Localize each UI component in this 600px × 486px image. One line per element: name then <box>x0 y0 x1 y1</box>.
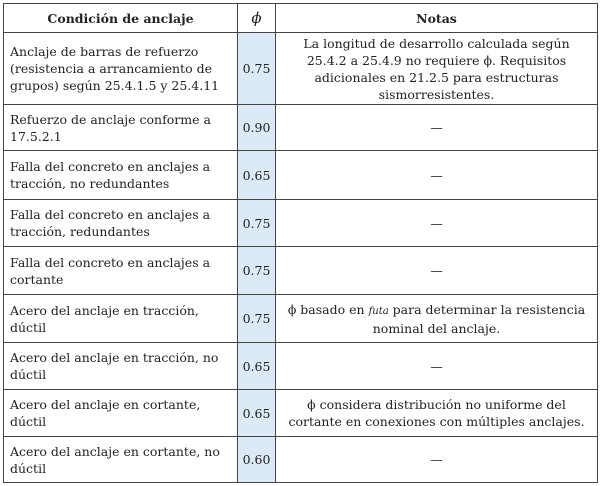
phi-cell: 0.65 <box>238 343 276 390</box>
phi-cell: 0.75 <box>238 295 276 343</box>
header-notes: Notas <box>276 4 598 33</box>
note-cell: ϕ considera distribución no uniforme del cortante en conexiones con múltiples anclajes. <box>276 390 598 437</box>
table-header-row <box>4 4 598 33</box>
condition-cell: Falla del concreto en anclajes a tracción, redundantes <box>4 200 238 247</box>
phi-cell: 0.60 <box>238 437 276 483</box>
anchorage-factors-table <box>3 3 598 483</box>
table-row <box>4 343 598 390</box>
phi-cell: 0.75 <box>238 247 276 295</box>
condition-cell: Acero del anclaje en tracción, dúctil <box>4 295 238 343</box>
phi-cell: 0.90 <box>238 105 276 151</box>
table-row <box>4 247 598 295</box>
condition-cell: Acero del anclaje en cortante, no dúctil <box>4 437 238 483</box>
table-row <box>4 105 598 151</box>
note-text-pre: ϕ basado en <box>287 301 369 317</box>
condition-cell: Refuerzo de anclaje conforme a 17.5.2.1 <box>4 105 238 151</box>
table-row <box>4 33 598 105</box>
note-symbol-futa: futa <box>368 305 389 317</box>
table-row <box>4 151 598 200</box>
note-text-post: para determinar la resistencia nominal del anclaje. <box>372 301 586 336</box>
note-cell: — <box>276 151 598 200</box>
table-row <box>4 295 598 343</box>
note-cell: — <box>276 343 598 390</box>
phi-cell: 0.75 <box>238 33 276 105</box>
phi-cell: 0.75 <box>238 200 276 247</box>
condition-cell: Falla del concreto en anclajes a cortante <box>4 247 238 295</box>
table-row <box>4 437 598 483</box>
header-phi: ϕ <box>238 4 276 33</box>
table-row <box>4 200 598 247</box>
note-cell: La longitud de desarrollo calculada según 25.4.2 a 25.4.9 no requiere ϕ. Requisitos adicionales en 21.2.5 para estructuras sismorresistentes. <box>276 33 598 105</box>
note-cell: — <box>276 105 598 151</box>
phi-cell: 0.65 <box>238 151 276 200</box>
condition-cell: Anclaje de barras de refuerzo (resistencia a arrancamiento de grupos) según 25.4.1.5 y 25.4.11 <box>4 33 238 105</box>
note-cell: — <box>276 200 598 247</box>
anchorage-table-container <box>3 3 598 483</box>
table-row <box>4 390 598 437</box>
note-cell <box>276 295 598 343</box>
note-cell: — <box>276 437 598 483</box>
phi-cell: 0.65 <box>238 390 276 437</box>
condition-cell: Acero del anclaje en cortante, dúctil <box>4 390 238 437</box>
header-condition: Condición de anclaje <box>4 4 238 33</box>
condition-cell: Acero del anclaje en tracción, no dúctil <box>4 343 238 390</box>
condition-cell: Falla del concreto en anclajes a tracción, no redundantes <box>4 151 238 200</box>
note-cell: — <box>276 247 598 295</box>
